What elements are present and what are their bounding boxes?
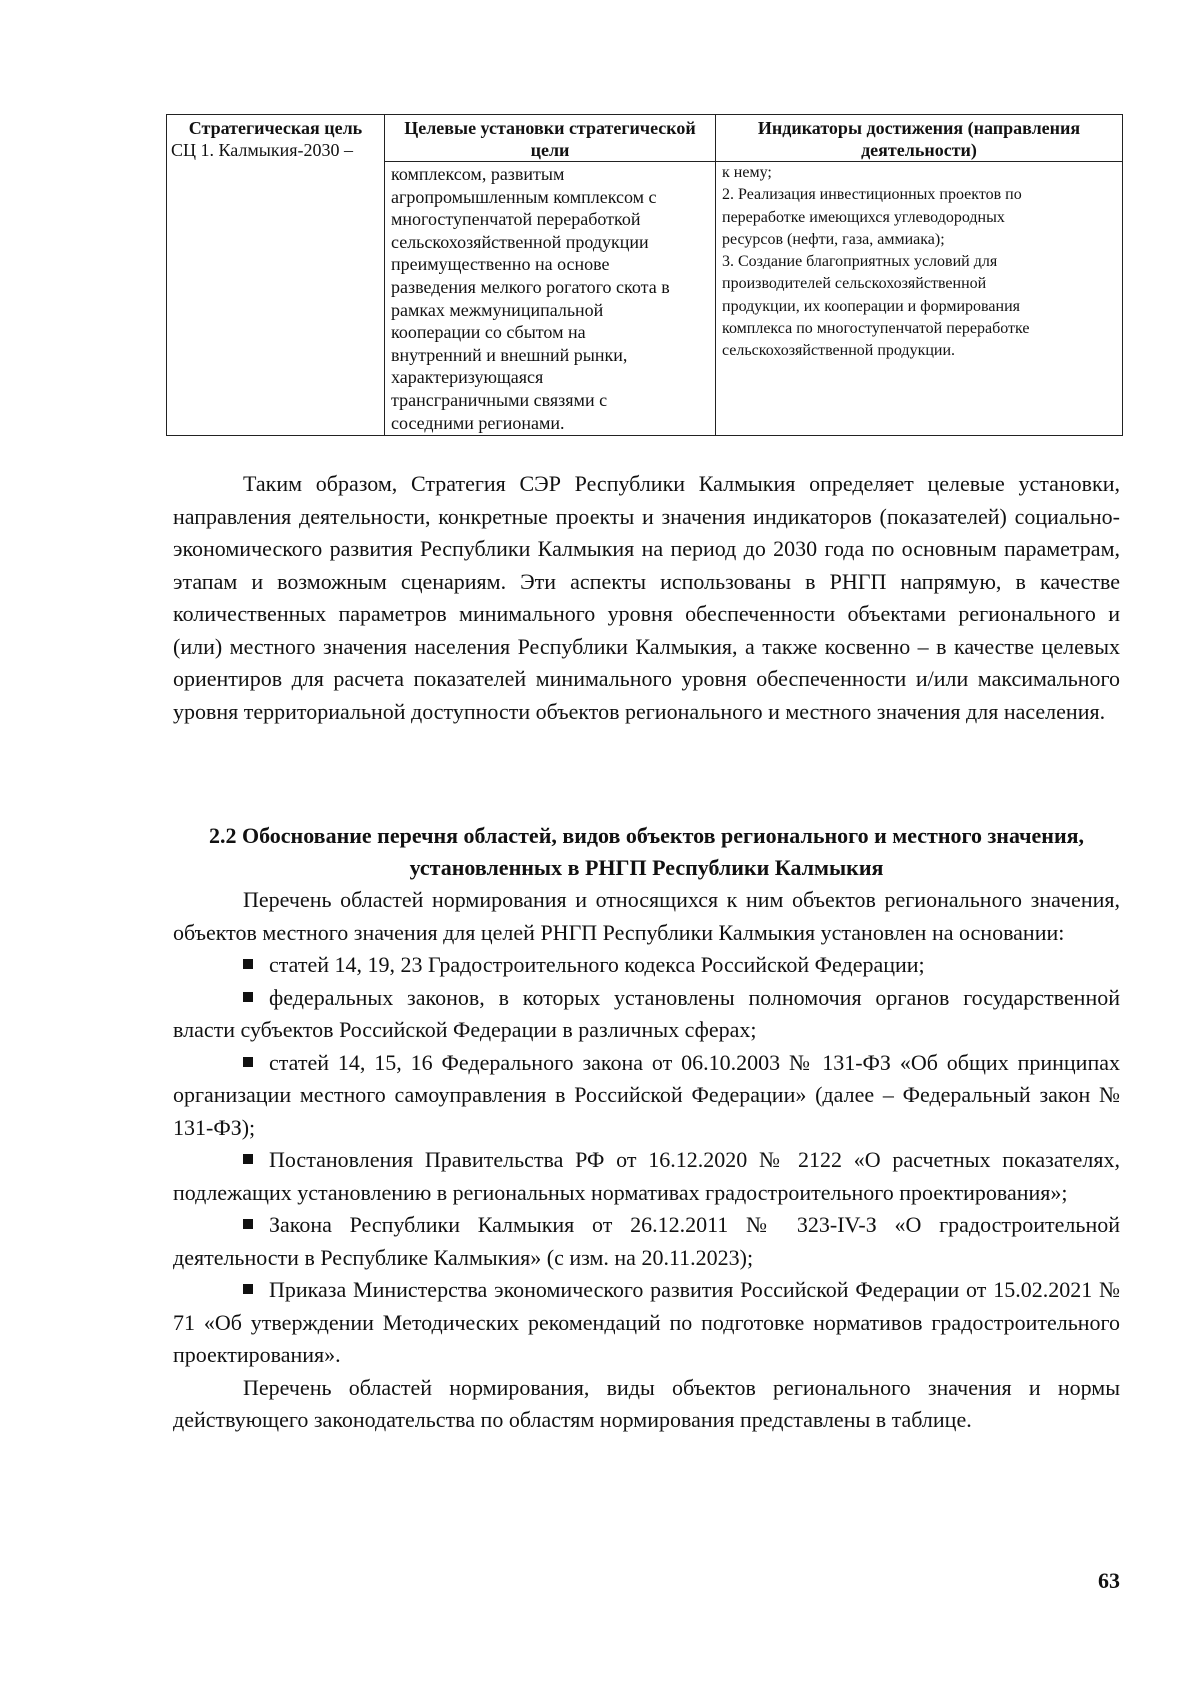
square-bullet-icon (243, 1284, 253, 1294)
cell-line: кооперации со сбытом на (391, 322, 586, 343)
table-header-row (167, 115, 1123, 162)
cell-line: характеризующаяся (391, 367, 544, 388)
header-indicators: Индикаторы достижения (направления деятельности) (716, 115, 1123, 162)
list-item-text: Закона Республики Калмыкия от 26.12.2011 № 323-IV-З «О градостроительной деятельности в Республике Калмыкия» (с изм. на 20.11.2023); (173, 1212, 1120, 1270)
header-col1-sub: СЦ 1. Калмыкия-2030 – (171, 140, 354, 160)
list-item-text: федеральных законов, в которых установлены полномочия органов государственной власти субъектов Российской Федерации в различных сферах; (173, 984, 1120, 1042)
cell-line: соседними регионами. (391, 412, 565, 433)
cell-line: 3. Создание благоприятных условий для (722, 253, 998, 271)
cell-line: внутренний и внешний рынки, (391, 344, 628, 365)
page-number: 63 (1098, 1568, 1120, 1593)
intro-paragraph: Перечень областей нормирования и относящихся к ним объектов регионального значения, объектов местного значения для целей РНГП Республики Калмыкия установлен на основании: (173, 887, 1120, 945)
cell-line: комплекса по многоступенчатой переработке (722, 320, 1030, 338)
list-item-text: Приказа Министерства экономического развития Российской Федерации от 15.02.2021 № 71 «Об утверждении Методических рекомендаций по подготовке нормативов градостроительного проектирования». (173, 1277, 1120, 1367)
header-target-settings: Целевые установки стратегической цели (385, 115, 716, 162)
paragraph-1: Таким образом, Стратегия СЭР Республики Калмыкия определяет целевые установки, направления деятельности, конкретные проекты и значения индикаторов (показателей) социально-экономического развития Республики Калмыкия на период до 2030 года по основным параметрам, этапам и возможным сценариям. Эти аспекты использованы в РНГП напрямую, в качестве количественных параметров минимального уровня обеспеченности объектами регионального и (или) местного значения населения Республики Калмыкия, а также косвенно – в качестве целевых ориентиров для расчета показателей минимального уровня обеспеченности и/или максимального уровня территориальной доступности объектов регионального и местного значения для населения. (173, 471, 1120, 724)
square-bullet-icon (243, 1219, 253, 1229)
list-item-text: статей 14, 15, 16 Федерального закона от 06.10.2003 № 131-ФЗ «Об общих принципах организации местного самоуправления в Российской Федерации» (далее – Федеральный закон № 131-ФЗ); (173, 1049, 1120, 1140)
header-strategic-goal (167, 115, 385, 436)
cell-target-settings (385, 162, 716, 436)
list-item (173, 1144, 1120, 1209)
cell-line: сельскохозяйственной продукции. (722, 342, 956, 360)
square-bullet-icon (243, 959, 253, 969)
square-bullet-icon (243, 992, 253, 1002)
cell-line: продукции, их кооперации и формирования (722, 297, 1020, 315)
cell-line: ресурсов (нефти, газа, аммиака); (722, 230, 945, 248)
section-body (173, 884, 1120, 1437)
square-bullet-icon (243, 1057, 253, 1067)
paragraph-summary (173, 468, 1120, 728)
section-heading: 2.2 Обоснование перечня областей, видов объектов регионального и местного значения, установленных в РНГП Республики Калмыкия (208, 823, 1085, 880)
cell-line: к нему; (722, 164, 772, 181)
header-col1-title: Стратегическая цель (188, 118, 363, 138)
cell-line: агропромышленным комплексом с (391, 186, 657, 207)
square-bullet-icon (243, 1154, 253, 1164)
list-item-text: Постановления Правительства РФ от 16.12.2020 № 2122 «О расчетных показателях, подлежащих установлению в региональных нормативах градостроительного проектирования»; (173, 1147, 1120, 1205)
cell-line: многоступенчатой переработкой (391, 209, 641, 230)
cell-line: разведения мелкого рогатого скота в (391, 276, 670, 297)
legal-basis-list (173, 949, 1120, 1372)
cell-line: производителей сельскохозяйственной (722, 275, 987, 293)
list-item (173, 982, 1120, 1047)
cell-line: 2. Реализация инвестиционных проектов по (722, 186, 1022, 204)
cell-line: рамках межмуниципальной (391, 299, 604, 320)
closing-paragraph: Перечень областей нормирования, виды объектов регионального значения и нормы действующего законодательства по областям нормирования представлены в таблице. (173, 1374, 1120, 1432)
list-item (173, 1047, 1120, 1145)
strategy-table (166, 114, 1123, 436)
list-item-text: статей 14, 19, 23 Градостроительного кодекса Российской Федерации; (269, 952, 925, 977)
cell-line: преимущественно на основе (391, 254, 610, 275)
list-item (173, 1274, 1120, 1372)
cell-line: трансграничными связями с (391, 389, 608, 410)
cell-line: сельскохозяйственной продукции (391, 231, 649, 252)
cell-indicators (716, 162, 1123, 436)
cell-line: переработке имеющихся углеводородных (722, 208, 1005, 226)
list-item (173, 949, 1120, 982)
list-item (173, 1209, 1120, 1274)
cell-line: комплексом, развитым (391, 164, 565, 184)
